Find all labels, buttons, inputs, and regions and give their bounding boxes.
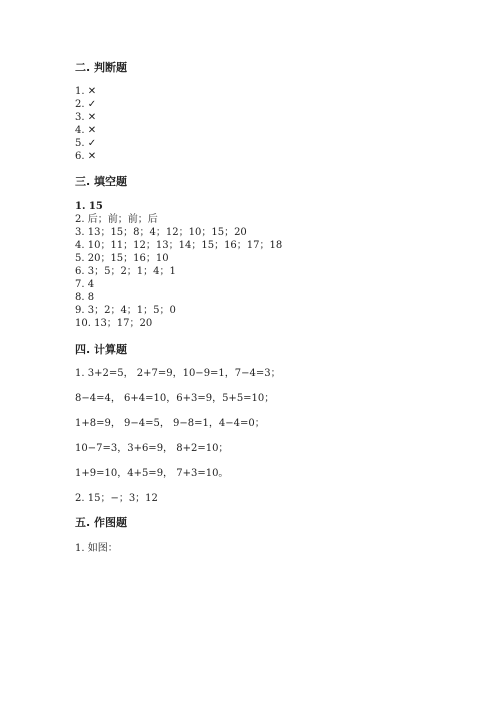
calc-row-5: 1+9=10，4+5=9， 7+3=10。 [75, 468, 229, 479]
judge-answer-2: 2. ✓ [75, 99, 97, 110]
section-title-judge: 二. 判断题 [75, 61, 128, 74]
judge-answer-1: 1. ✕ [75, 86, 97, 97]
fill-answer-8: 8. 8 [75, 292, 95, 303]
calc-row-3: 1+8=9， 9−4=5， 9−8=1，4−4=0； [75, 418, 265, 429]
fill-answer-4: 4. 10；11；12；13；14；15；16；17；18 [75, 240, 283, 251]
fill-answer-6: 6. 3；5；2；1；4；1 [75, 266, 176, 277]
fill-answer-1: 1. 15 [75, 201, 103, 212]
judge-answer-6: 6. ✕ [75, 151, 97, 162]
calc-row-1: 1. 3+2=5， 2+7=9，10−9=1，7−4=3； [75, 368, 281, 379]
section-title-fill: 三. 填空题 [75, 175, 128, 188]
judge-answer-3: 3. ✕ [75, 112, 97, 123]
draw-answer-1: 1. 如图： [75, 543, 118, 554]
fill-answer-7: 7. 4 [75, 279, 95, 290]
section-title-calc: 四. 计算题 [75, 343, 128, 356]
fill-answer-9: 9. 3；2；4；1；5；0 [75, 305, 176, 316]
fill-answer-10: 10. 13；17；20 [75, 318, 153, 329]
judge-answer-5: 5. ✓ [75, 138, 97, 149]
calc-answer-2: 2. 15；−；3；12 [75, 493, 158, 504]
calc-row-2: 8−4=4， 6+4=10，6+3=9，5+5=10； [75, 393, 275, 404]
calc-row-4: 10−7=3，3+6=9， 8+2=10； [75, 443, 229, 454]
fill-answer-2: 2. 后；前；前；后 [75, 214, 158, 225]
section-title-draw: 五. 作图题 [75, 516, 128, 529]
fill-answer-5: 5. 20；15；16；10 [75, 253, 169, 264]
answer-sheet [75, 0, 475, 707]
judge-answer-4: 4. ✕ [75, 125, 97, 136]
fill-answer-3: 3. 13；15；8；4；12；10；15；20 [75, 227, 247, 238]
